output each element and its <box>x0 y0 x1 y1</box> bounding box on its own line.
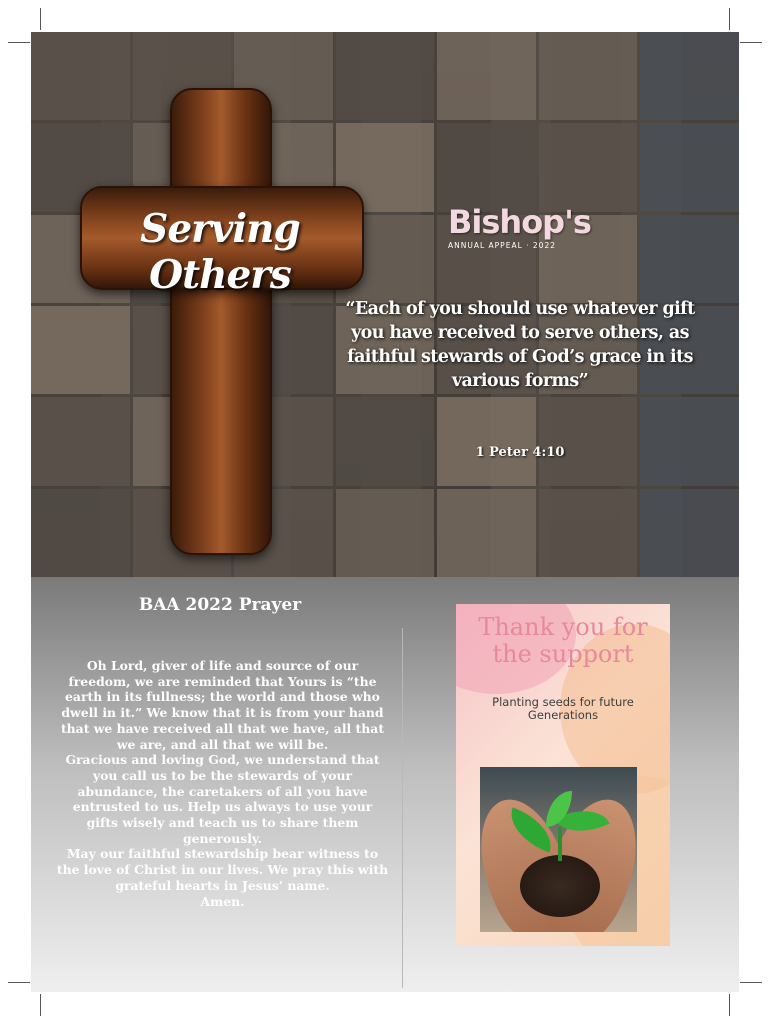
thank-you-card <box>456 604 670 946</box>
scripture-quote: “Each of you should use whatever gift you have received to serve others, as faithful stewards of God’s grace in its various forms” <box>345 299 695 391</box>
crop-mark <box>729 994 730 1016</box>
prayer-paragraph: Gracious and loving God, we understand that you call us to be the stewards of your abundance, the caretakers of all you have entrusted to us. Help us always to use your gifts wisely and teach us to share them generously. <box>65 752 380 846</box>
bishops-appeal-logo <box>448 203 591 250</box>
soil-mound <box>520 855 600 917</box>
cross-title: Serving Others <box>140 206 300 298</box>
card-subtitle: Planting seeds for future Generations <box>492 695 634 722</box>
logo-wordmark: Bishop's <box>448 203 591 241</box>
prayer-title: BAA 2022 Prayer <box>138 595 302 615</box>
prayer-paragraph: May our faithful stewardship bear witness to the love of Christ in our lives. We pray this with grateful hearts in Jesus’ name. <box>56 846 389 893</box>
crop-mark <box>8 42 30 43</box>
logo-subtitle: ANNUAL APPEAL · 2022 <box>448 241 556 250</box>
crop-mark <box>8 982 30 983</box>
cross-vertical-beam <box>170 88 272 555</box>
crop-mark <box>740 42 762 43</box>
wooden-cross-icon <box>80 88 360 551</box>
card-title: Thank you for the support <box>478 613 648 668</box>
crop-mark <box>40 994 41 1016</box>
prayer-text <box>55 658 390 909</box>
seedling-stem <box>558 827 562 861</box>
scripture-citation: 1 Peter 4:10 <box>475 445 565 460</box>
crop-mark <box>40 8 41 30</box>
crop-mark <box>729 8 730 30</box>
column-divider <box>402 628 403 988</box>
seedling-hands-photo <box>480 767 637 932</box>
prayer-paragraph: Oh Lord, giver of life and source of our freedom, we are reminded that Yours is “the earth in its fullness; the world and those who dwell in it.” We know that it is from your hand that we have received all that we have, all that we are, and all that we will be. <box>60 658 385 752</box>
prayer-amen: Amen. <box>200 893 245 909</box>
crop-mark <box>740 982 762 983</box>
